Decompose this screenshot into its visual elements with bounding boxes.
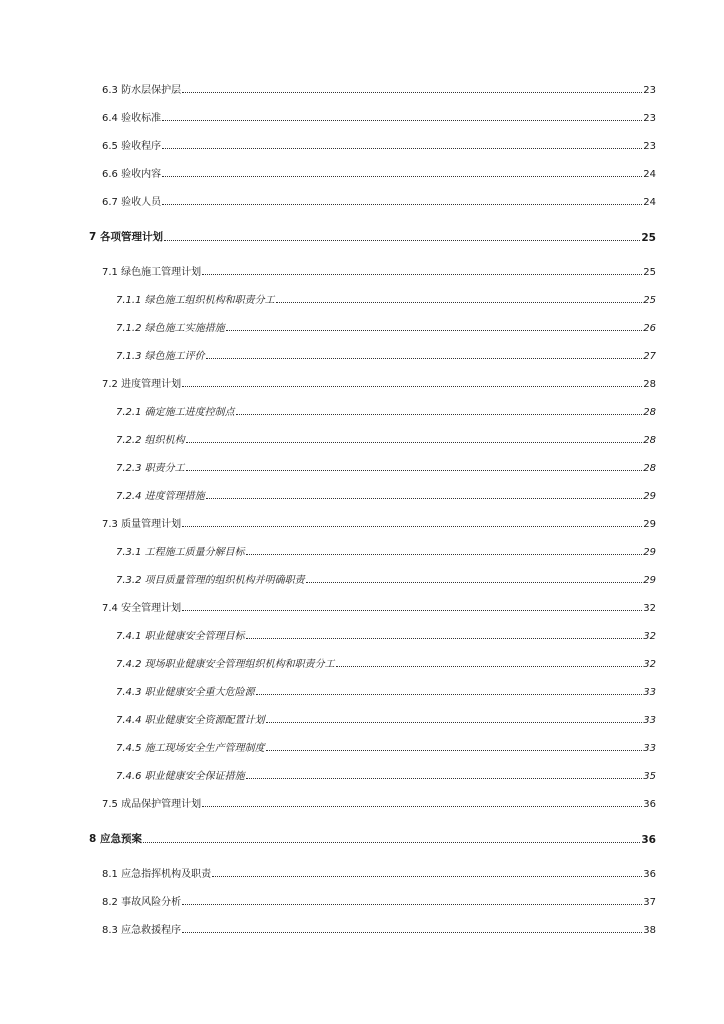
- toc-dot-leader: [226, 330, 643, 331]
- toc-dot-leader: [164, 240, 640, 241]
- toc-dot-leader: [212, 876, 642, 877]
- toc-entry-label: 7.1.3 绿色施工评价: [116, 351, 205, 362]
- toc-entry-label: 7.2.1 确定施工进度控制点: [116, 407, 235, 418]
- toc-dot-leader: [202, 274, 642, 275]
- toc-entry-label: 7 各项管理计划: [89, 231, 163, 243]
- toc-entry-label: 7.2.4 进度管理措施: [116, 491, 205, 502]
- toc-dot-leader: [246, 554, 643, 555]
- toc-entry[interactable]: [102, 514, 656, 530]
- toc-dot-leader: [182, 904, 642, 905]
- toc-page-number: 28: [643, 463, 656, 474]
- toc-page-number: 23: [643, 141, 656, 152]
- toc-page-number: 33: [643, 743, 656, 754]
- toc-entry[interactable]: [116, 402, 656, 418]
- toc-dot-leader: [246, 778, 643, 779]
- toc-page-number: 26: [643, 323, 656, 334]
- toc-entry-label: 7.2.2 组织机构: [116, 435, 185, 446]
- toc-page-number: 36: [643, 869, 656, 880]
- toc-dot-leader: [246, 638, 643, 639]
- toc-dot-leader: [336, 666, 643, 667]
- toc-page-number: 25: [641, 232, 656, 244]
- toc-dot-leader: [256, 694, 643, 695]
- toc-entry[interactable]: [102, 80, 656, 96]
- toc-entry[interactable]: [116, 654, 656, 670]
- toc-entry[interactable]: [116, 318, 656, 334]
- toc-entry[interactable]: [116, 738, 656, 754]
- toc-page-number: 33: [643, 687, 656, 698]
- toc-dot-leader: [206, 358, 643, 359]
- toc-dot-leader: [266, 750, 643, 751]
- toc-entry-label: 7.1.2 绿色施工实施措施: [116, 323, 225, 334]
- toc-dot-leader: [202, 806, 642, 807]
- toc-entry-label: 7.4.6 职业健康安全保证措施: [116, 771, 245, 782]
- toc-page-number: 35: [643, 771, 656, 782]
- toc-page-number: 28: [643, 379, 656, 390]
- toc-entry-label: 7.2.3 职责分工: [116, 463, 185, 474]
- toc-entry[interactable]: [116, 766, 656, 782]
- toc-dot-leader: [186, 470, 643, 471]
- toc-entry-label: 8.2 事故风险分析: [102, 897, 182, 908]
- toc-page-number: 29: [643, 519, 656, 530]
- toc-page-number: 28: [643, 435, 656, 446]
- toc-entry-label: 7.2 进度管理计划: [102, 379, 182, 390]
- toc-page-number: 32: [643, 631, 656, 642]
- toc-entry[interactable]: [102, 164, 656, 180]
- toc-dot-leader: [182, 932, 642, 933]
- toc-dot-leader: [182, 610, 642, 611]
- toc-entry-label: 7.4 安全管理计划: [102, 603, 182, 614]
- toc-dot-leader: [182, 526, 642, 527]
- toc-entry[interactable]: [116, 290, 656, 306]
- toc-entry[interactable]: [116, 346, 656, 362]
- toc-dot-leader: [206, 498, 643, 499]
- toc-dot-leader: [162, 148, 642, 149]
- toc-page-number: 32: [643, 659, 656, 670]
- toc-entry-label: 6.5 验收程序: [102, 141, 162, 152]
- toc-entry-label: 7.3.1 工程施工质量分解目标: [116, 547, 245, 558]
- toc-entry[interactable]: [116, 486, 656, 502]
- toc-dot-leader: [276, 302, 643, 303]
- toc-dot-leader: [143, 842, 640, 843]
- toc-entry[interactable]: [89, 830, 656, 846]
- toc-page-number: 25: [643, 267, 656, 278]
- toc-entry-label: 7.5 成品保护管理计划: [102, 799, 202, 810]
- toc-entry-label: 8 应急预案: [89, 833, 142, 845]
- toc-dot-leader: [162, 120, 642, 121]
- toc-entry[interactable]: [116, 626, 656, 642]
- toc-entry[interactable]: [116, 542, 656, 558]
- toc-entry-label: 6.4 验收标准: [102, 113, 162, 124]
- toc-entry[interactable]: [102, 108, 656, 124]
- toc-dot-leader: [186, 442, 643, 443]
- toc-dot-leader: [162, 176, 642, 177]
- toc-entry-label: 8.1 应急指挥机构及职责: [102, 869, 212, 880]
- toc-entry[interactable]: [102, 598, 656, 614]
- toc-entry-label: 7.1.1 绿色施工组织机构和职责分工: [116, 295, 275, 306]
- toc-entry[interactable]: [102, 262, 656, 278]
- toc-entry-label: 8.3 应急救援程序: [102, 925, 182, 936]
- toc-dot-leader: [306, 582, 643, 583]
- toc-page-number: 38: [643, 925, 656, 936]
- toc-entry[interactable]: [102, 864, 656, 880]
- toc-page-number: 29: [643, 575, 656, 586]
- toc-entry[interactable]: [89, 228, 656, 244]
- toc-page-number: 25: [643, 295, 656, 306]
- toc-dot-leader: [236, 414, 643, 415]
- toc-page-number: 28: [643, 407, 656, 418]
- toc-page-number: 36: [641, 834, 656, 846]
- toc-page-number: 29: [643, 547, 656, 558]
- toc-entry-label: 7.4.2 现场职业健康安全管理组织机构和职责分工: [116, 659, 335, 670]
- toc-dot-leader: [162, 204, 642, 205]
- toc-entry-label: 6.6 验收内容: [102, 169, 162, 180]
- toc-page-number: 24: [643, 197, 656, 208]
- toc-entry[interactable]: [116, 682, 656, 698]
- toc-page-number: 36: [643, 799, 656, 810]
- toc-entry-label: 7.3 质量管理计划: [102, 519, 182, 530]
- toc-entry-label: 7.4.1 职业健康安全管理目标: [116, 631, 245, 642]
- toc-entry[interactable]: [116, 458, 656, 474]
- toc-page-number: 37: [643, 897, 656, 908]
- toc-page-number: 29: [643, 491, 656, 502]
- toc-entry[interactable]: [102, 374, 656, 390]
- toc-entry-label: 7.4.5 施工现场安全生产管理制度: [116, 743, 265, 754]
- toc-page-number: 24: [643, 169, 656, 180]
- toc-entry[interactable]: [102, 192, 656, 208]
- toc-entry-label: 7.3.2 项目质量管理的组织机构并明确职责: [116, 575, 305, 586]
- toc-page-number: 33: [643, 715, 656, 726]
- toc-dot-leader: [182, 92, 642, 93]
- toc-entry-label: 6.7 验收人员: [102, 197, 162, 208]
- toc-entry[interactable]: [102, 794, 656, 810]
- toc-dot-leader: [266, 722, 643, 723]
- toc-entry[interactable]: [102, 892, 656, 908]
- toc-entry-label: 6.3 防水层保护层: [102, 85, 182, 96]
- toc-entry-label: 7.4.3 职业健康安全重大危险源: [116, 687, 255, 698]
- toc-entry-label: 7.4.4 职业健康安全资源配置计划: [116, 715, 265, 726]
- toc-page-number: 23: [643, 113, 656, 124]
- toc-page-number: 27: [643, 351, 656, 362]
- toc-entry[interactable]: [116, 570, 656, 586]
- toc-page-number: 32: [643, 603, 656, 614]
- toc-dot-leader: [182, 386, 642, 387]
- toc-entry[interactable]: [102, 920, 656, 936]
- toc-entry[interactable]: [116, 430, 656, 446]
- toc-entry-label: 7.1 绿色施工管理计划: [102, 267, 202, 278]
- toc-entry[interactable]: [102, 136, 656, 152]
- toc-page-number: 23: [643, 85, 656, 96]
- toc-entry[interactable]: [116, 710, 656, 726]
